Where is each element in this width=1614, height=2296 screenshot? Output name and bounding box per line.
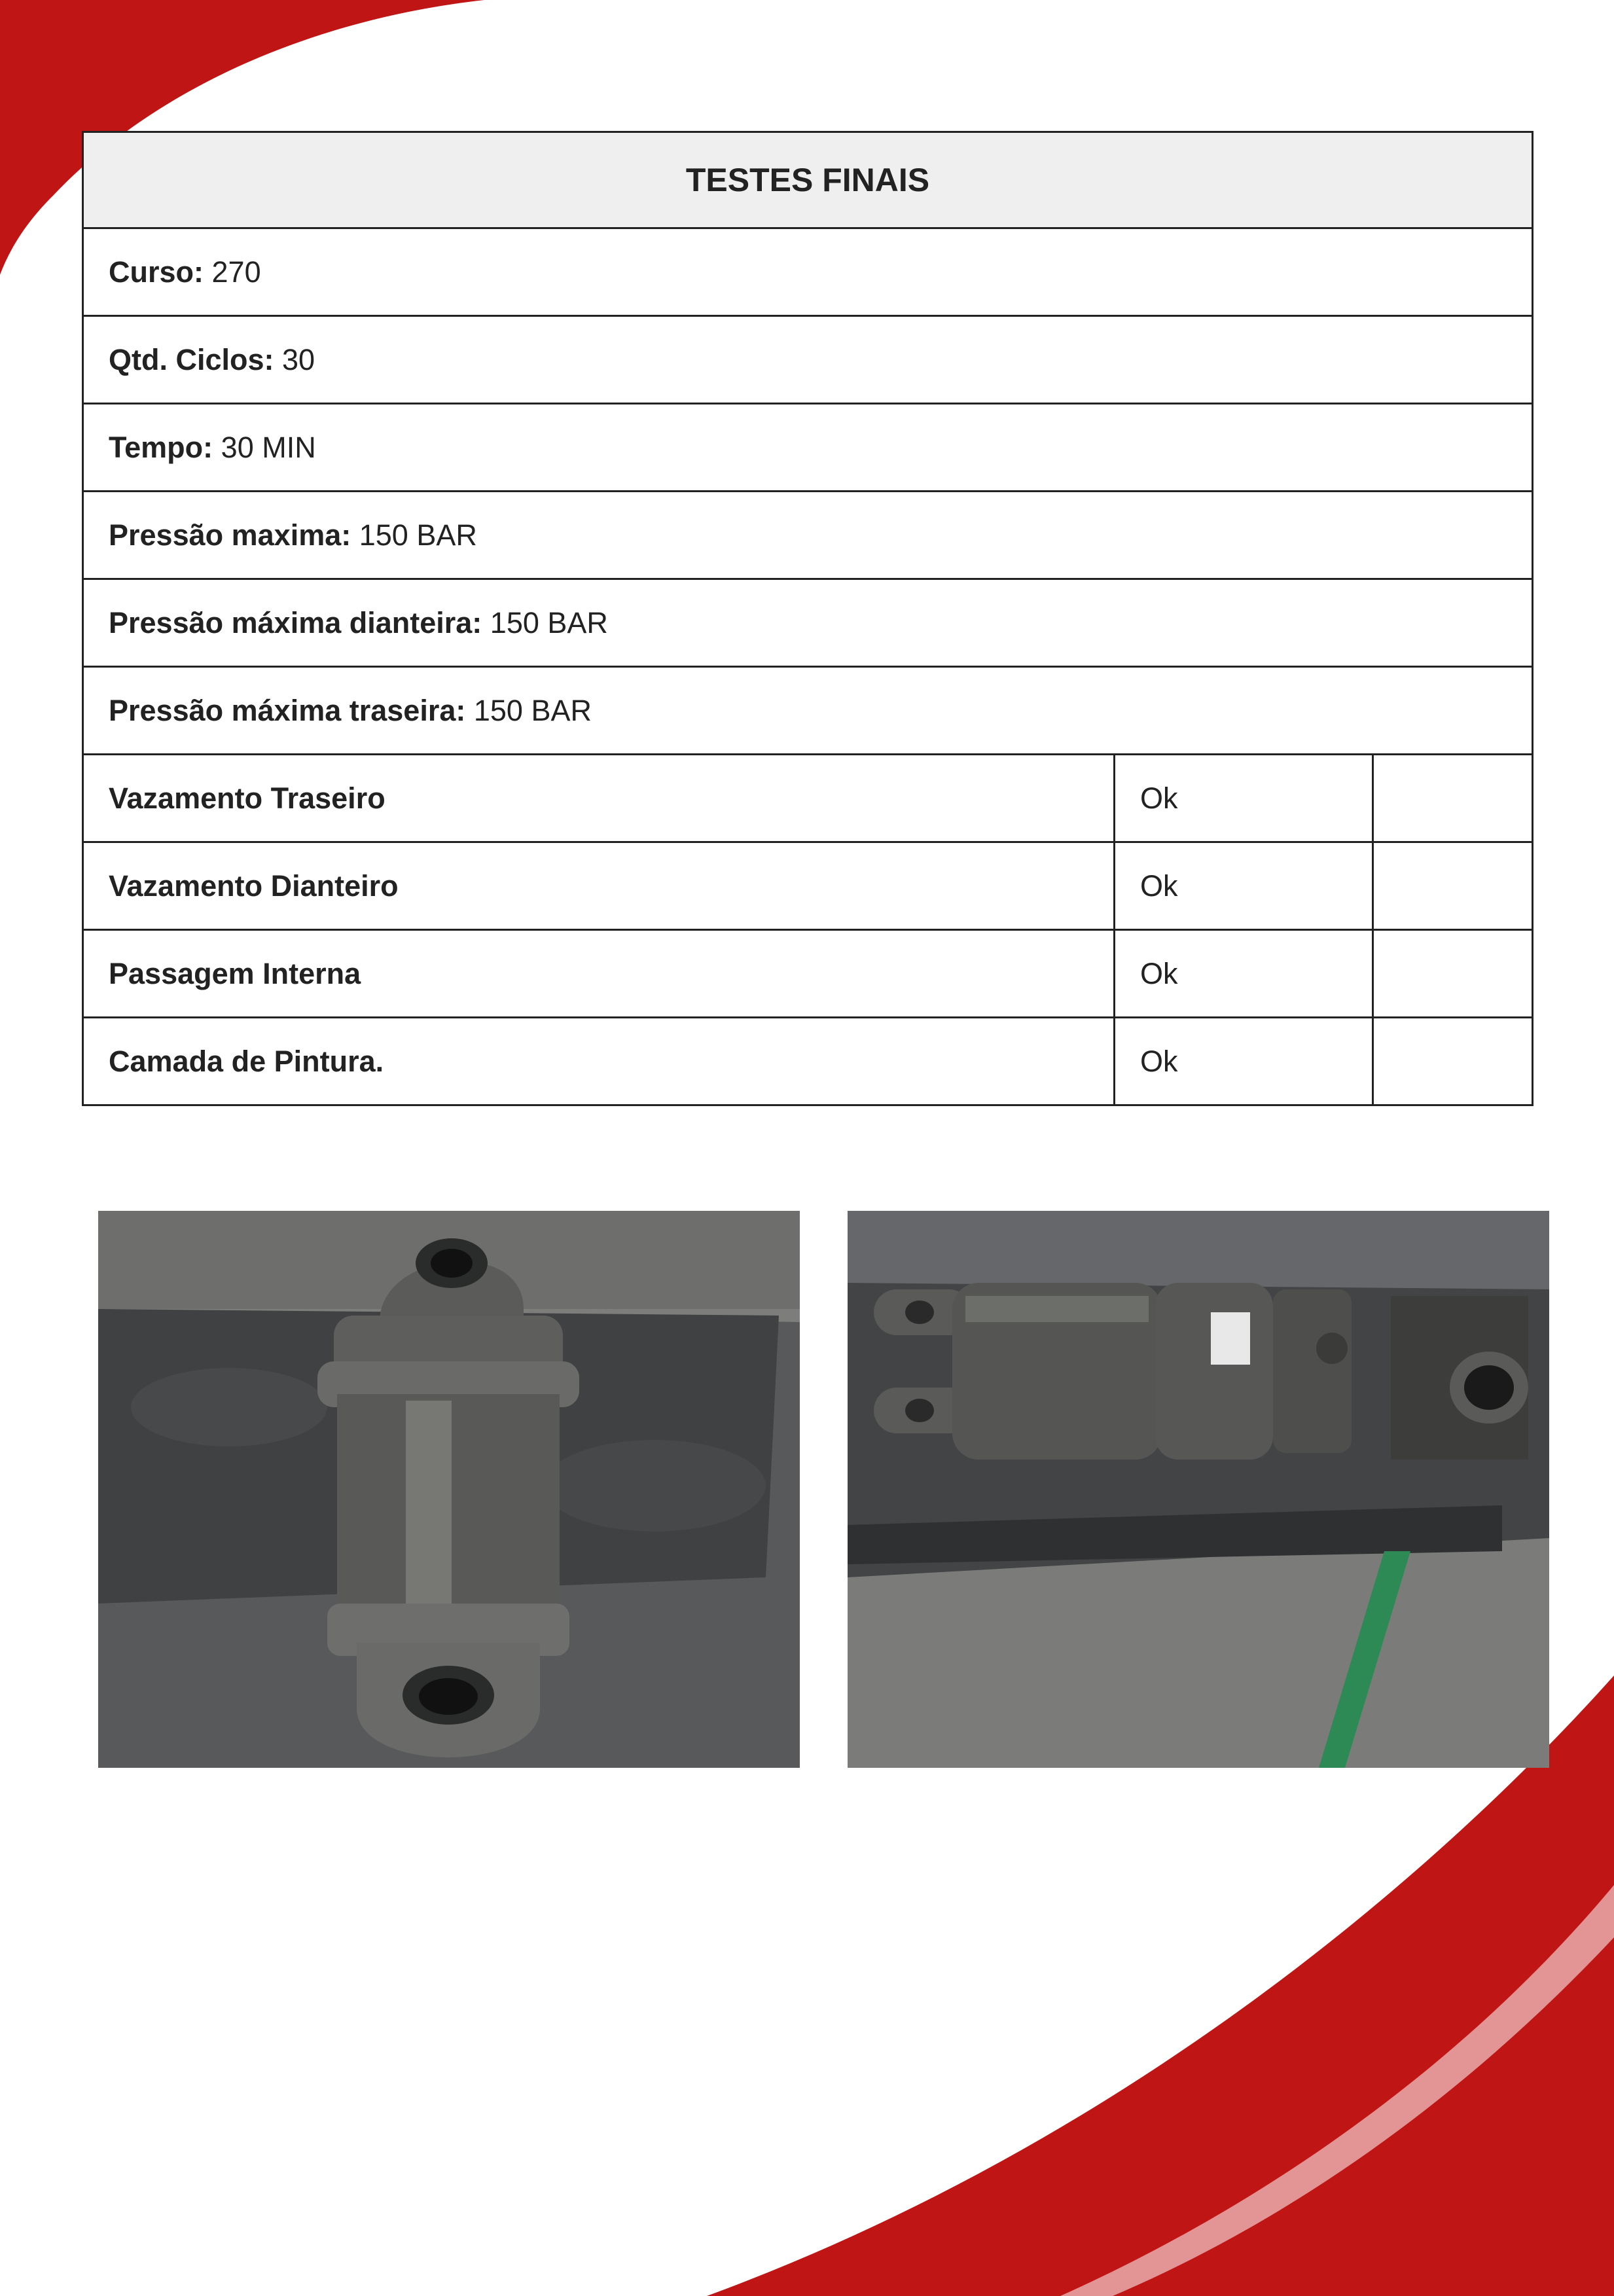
field-value: 270 bbox=[211, 255, 261, 289]
check-label: Passagem Interna bbox=[83, 930, 1115, 1018]
field-label: Qtd. Ciclos: bbox=[109, 342, 274, 376]
check-label: Vazamento Traseiro bbox=[83, 755, 1115, 842]
check-note bbox=[1373, 755, 1533, 842]
table-title: TESTES FINAIS bbox=[83, 132, 1533, 228]
check-note bbox=[1373, 842, 1533, 930]
field-label: Pressão máxima dianteira: bbox=[109, 605, 482, 639]
field-value: 150 BAR bbox=[359, 518, 477, 552]
field-row-pressao-traseira bbox=[83, 667, 1533, 755]
field-value: 150 BAR bbox=[473, 693, 592, 727]
cylinder-horizontal-image bbox=[848, 1211, 1549, 1768]
check-label: Vazamento Dianteiro bbox=[83, 842, 1115, 930]
table-header-row bbox=[83, 132, 1533, 228]
photo-cylinder-horizontal bbox=[848, 1211, 1549, 1768]
check-status: Ok bbox=[1115, 1018, 1373, 1105]
check-label: Camada de Pintura. bbox=[83, 1018, 1115, 1105]
check-status: Ok bbox=[1115, 930, 1373, 1018]
check-note bbox=[1373, 1018, 1533, 1105]
bottom-right-swoosh bbox=[707, 1676, 1614, 2296]
field-value: 30 bbox=[282, 342, 315, 376]
field-label: Tempo: bbox=[109, 430, 213, 464]
field-label: Pressão maxima: bbox=[109, 518, 351, 552]
field-label: Pressão máxima traseira: bbox=[109, 693, 466, 727]
field-row-ciclos bbox=[83, 316, 1533, 404]
field-row-pressao-dianteira bbox=[83, 579, 1533, 667]
final-tests-table bbox=[82, 131, 1533, 1106]
field-row-pressao-maxima bbox=[83, 492, 1533, 579]
field-label: Curso: bbox=[109, 255, 204, 289]
check-row-passagem-interna bbox=[83, 930, 1533, 1018]
field-row-curso bbox=[83, 228, 1533, 316]
check-row-vazamento-dianteiro bbox=[83, 842, 1533, 930]
field-value: 30 MIN bbox=[221, 430, 316, 464]
check-note bbox=[1373, 930, 1533, 1018]
field-row-tempo bbox=[83, 404, 1533, 492]
photo-cylinder-vertical bbox=[98, 1211, 800, 1768]
check-row-vazamento-traseiro bbox=[83, 755, 1533, 842]
check-status: Ok bbox=[1115, 842, 1373, 930]
field-value: 150 BAR bbox=[490, 605, 608, 639]
check-row-camada-pintura bbox=[83, 1018, 1533, 1105]
check-status: Ok bbox=[1115, 755, 1373, 842]
cylinder-vertical-image bbox=[98, 1211, 800, 1768]
